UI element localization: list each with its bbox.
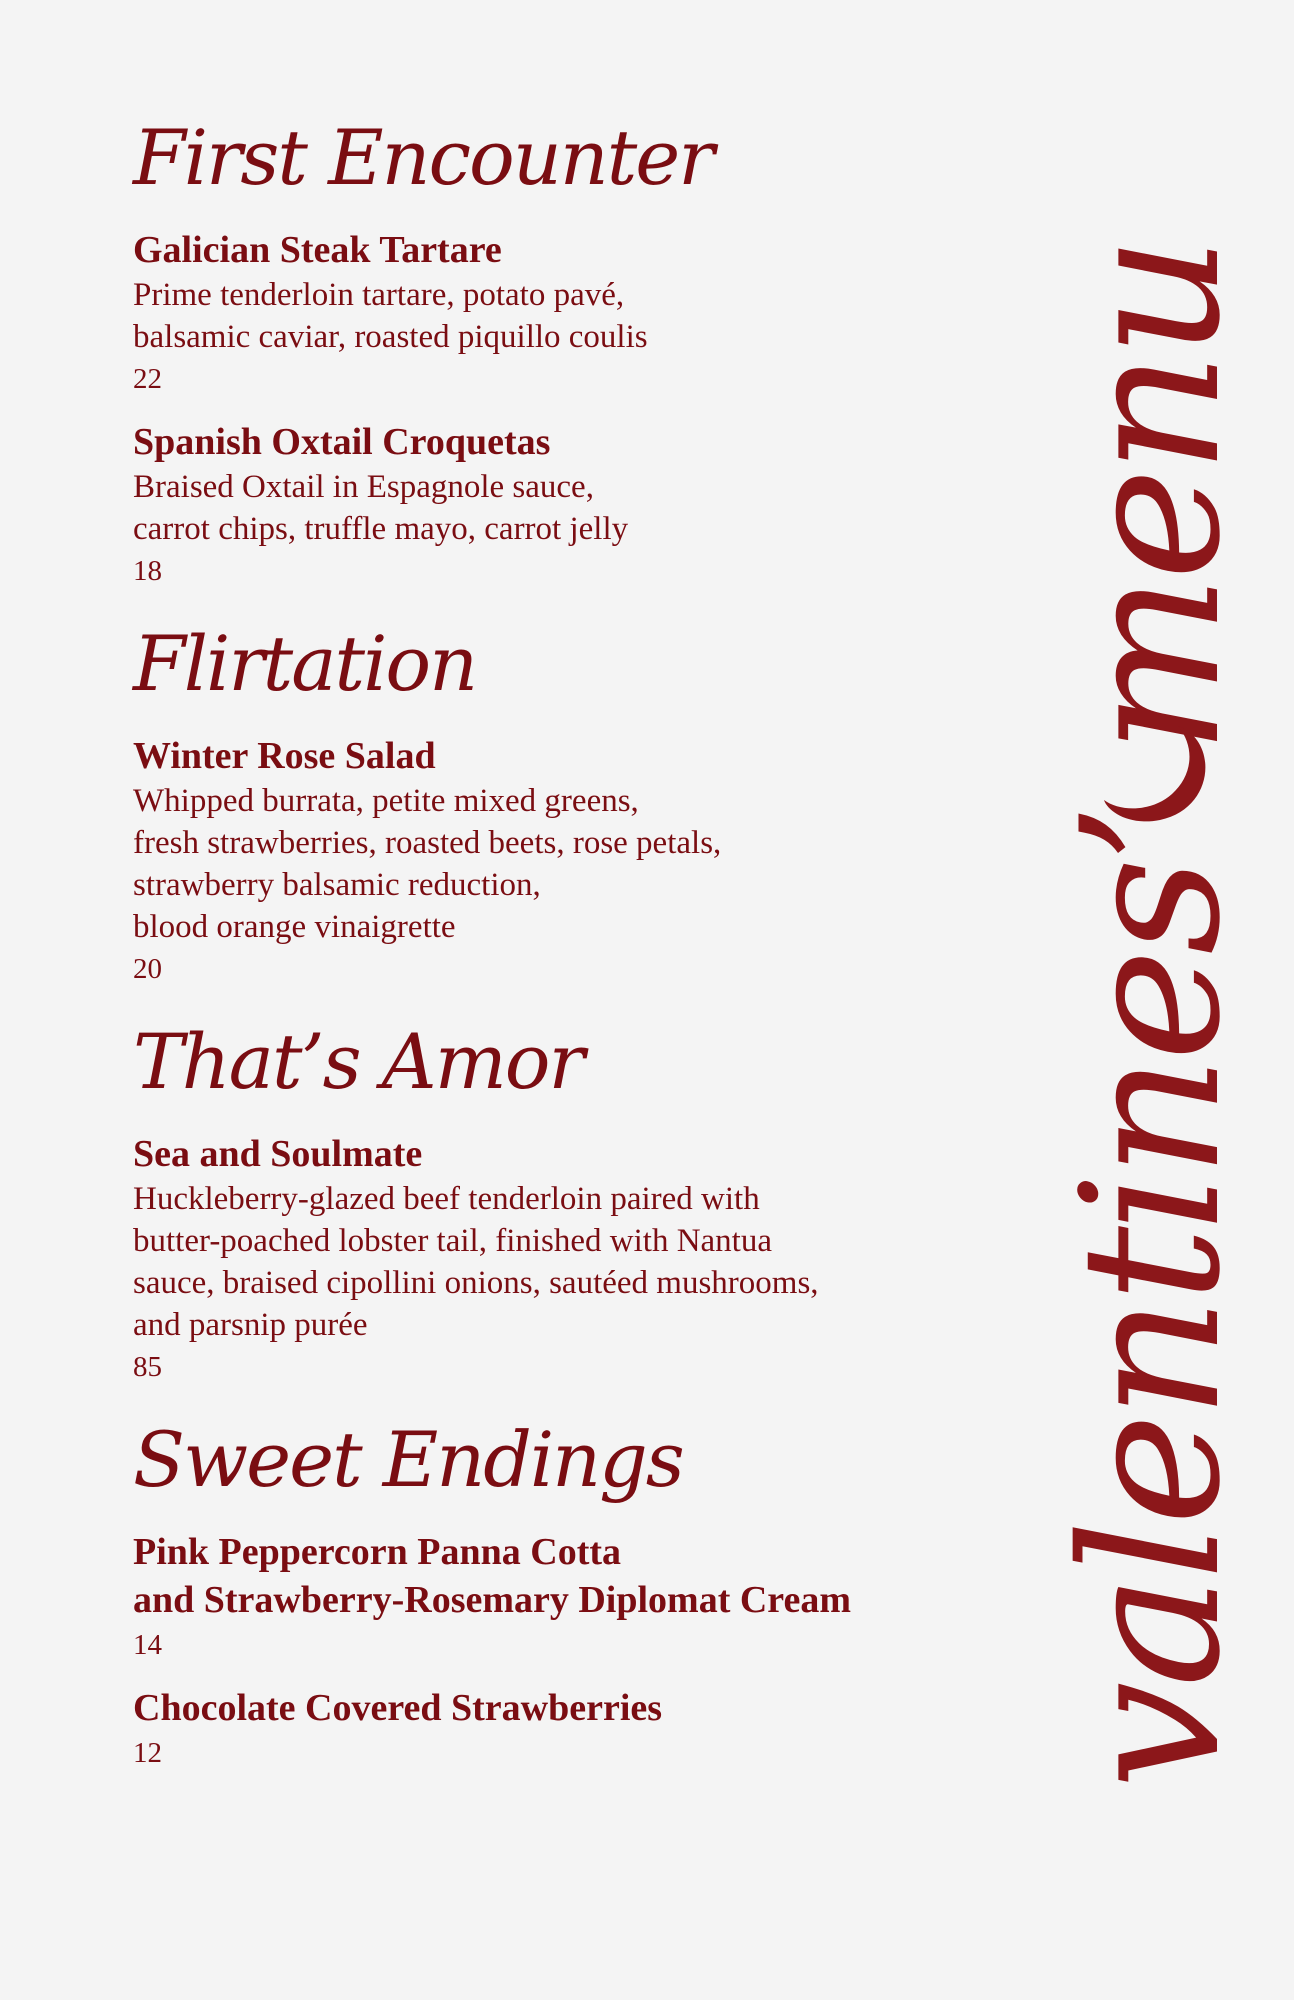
menu-item <box>133 1528 983 1666</box>
item-name: Chocolate Covered Strawberries <box>133 1687 663 1729</box>
section-first-encounter <box>133 113 983 592</box>
menu-content <box>133 113 983 1808</box>
item-price: 85 <box>133 1351 162 1383</box>
item-name: Galician Steak Tartare <box>133 229 502 271</box>
item-description-line: Huckleberry-glazed beef tenderloin paired with <box>133 1181 760 1217</box>
item-price: 18 <box>133 555 162 587</box>
item-description-line: butter-poached lobster tail, finished with Nantua <box>133 1223 772 1259</box>
item-price: 14 <box>133 1629 162 1661</box>
item-name <box>133 1528 983 1624</box>
item-name: Spanish Oxtail Croquetas <box>133 421 551 463</box>
item-description-line: carrot chips, truffle mayo, carrot jelly <box>133 511 629 547</box>
menu-item <box>133 226 983 400</box>
item-description <box>133 466 983 550</box>
section-title: First Encounter <box>133 113 713 202</box>
item-description-line: Braised Oxtail in Espagnole sauce, <box>133 469 594 505</box>
item-price: 20 <box>133 953 162 985</box>
item-description-line: sauce, braised cipollini onions, sautéed mushrooms, <box>133 1265 819 1301</box>
item-description <box>133 1178 983 1346</box>
crescent-moon-icon <box>1100 720 1220 830</box>
menu-item <box>133 1130 983 1388</box>
item-description-line: Whipped burrata, petite mixed greens, <box>133 783 639 819</box>
item-price: 22 <box>133 363 162 395</box>
menu-item <box>133 1684 983 1774</box>
vertical-menu-title: valentines’ menu <box>1041 241 1262 1789</box>
menu-item <box>133 732 983 990</box>
item-name-line: and Strawberry-Rosemary Diplomat Cream <box>133 1579 852 1621</box>
item-description-line: Prime tenderloin tartare, potato pavé, <box>133 277 625 313</box>
item-name-line: Pink Peppercorn Panna Cotta <box>133 1531 622 1573</box>
section-thats-amor <box>133 1017 983 1388</box>
item-description-line: fresh strawberries, roasted beets, rose petals, <box>133 825 722 861</box>
section-title: Flirtation <box>133 619 477 708</box>
section-title: That’s Amor <box>133 1017 583 1106</box>
section-flirtation <box>133 619 983 990</box>
item-description-line: and parsnip purée <box>133 1307 368 1343</box>
item-description-line: blood orange vinaigrette <box>133 909 456 945</box>
item-description <box>133 780 983 948</box>
item-description <box>133 274 983 358</box>
item-price: 12 <box>133 1737 162 1769</box>
item-name: Sea and Soulmate <box>133 1133 423 1175</box>
item-description-line: strawberry balsamic reduction, <box>133 867 541 903</box>
section-title: Sweet Endings <box>133 1415 683 1504</box>
item-description-line: balsamic caviar, roasted piquillo coulis <box>133 319 648 355</box>
section-sweet-endings <box>133 1415 983 1774</box>
item-name: Winter Rose Salad <box>133 735 436 777</box>
menu-item <box>133 418 983 592</box>
